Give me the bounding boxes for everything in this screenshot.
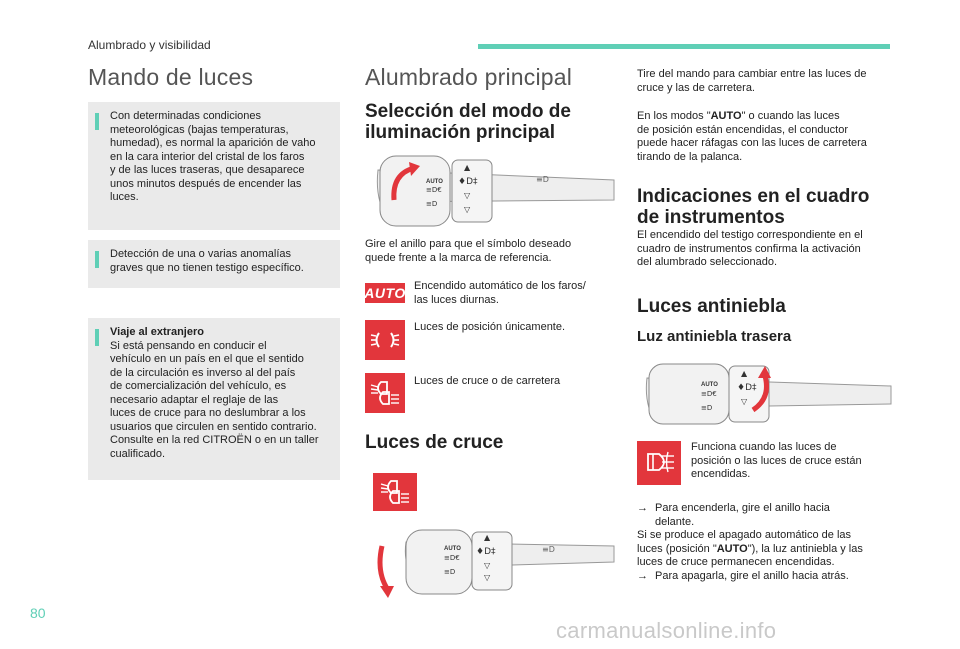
fog-lights-title: Luces antiniebla: [637, 296, 786, 317]
note-text: [110, 110, 334, 205]
line: Si se produce el apagado automático de las: [637, 529, 852, 541]
note-text: [110, 326, 334, 461]
section-title: Alumbrado principal: [365, 64, 573, 90]
line: Luces de cruce o de carretera: [414, 375, 561, 387]
line: luces de cruce para no deslumbrar a los: [110, 407, 306, 419]
svg-text:▲: ▲: [484, 533, 491, 542]
line: de comercialización del vehículo, es: [110, 380, 287, 392]
line: encendidas.: [691, 468, 751, 480]
line: vehículo en un país en el que el sentido: [110, 353, 304, 365]
header-accent-bar: [478, 44, 890, 49]
line: quede frente a la marca de referencia.: [365, 251, 552, 264]
line: cruce y las de carretera.: [637, 81, 755, 94]
line: Detección de una o varias anomalías: [110, 248, 291, 260]
note-travel-abroad: [88, 318, 340, 480]
line: puede hacer ráfagas con las luces de carretera: [637, 137, 867, 149]
svg-text:▽: ▽: [484, 561, 491, 570]
paragraph-switch-beams: [637, 68, 867, 95]
line: de instrumentos: [637, 207, 785, 228]
bullet-item: → Para encenderla, gire el anillo hacia: [637, 502, 830, 514]
stalk-auto-label: AUTO: [701, 382, 718, 388]
line: de la circulación es inverso al del país: [110, 366, 296, 379]
line: en la cara interior del cristal de los faros: [110, 150, 305, 163]
bullet-item: → Para apagarla, gire el anillo hacia atrás.: [637, 569, 849, 582]
indicators-title: [637, 186, 869, 228]
line: luces de cruce permanecen encendidas.: [637, 556, 835, 568]
svg-text:♦D‡: ♦D‡: [737, 383, 757, 393]
subsection-title: [365, 101, 571, 143]
line: Selección del modo de: [365, 101, 571, 122]
line: El encendido del testigo correspondiente en el: [637, 229, 863, 241]
mode-position-desc: [414, 321, 565, 335]
light-stalk-illustration: [366, 150, 616, 230]
line: Gire el anillo para que el símbolo deseado: [365, 238, 572, 250]
line: Funciona cuando las luces de: [691, 441, 837, 453]
note-title: Viaje al extranjero: [110, 326, 204, 338]
line: tirando de la palanca.: [637, 150, 743, 163]
stalk-auto-label: AUTO: [444, 546, 461, 552]
line: cualificado.: [110, 447, 166, 460]
line: de posición están encendidas, el conductor: [637, 123, 848, 136]
low-beam-stalk-illustration: [366, 520, 616, 600]
paragraph-fog-operation: [691, 441, 862, 482]
line: graves que no tienen testigo específico.: [110, 261, 304, 274]
svg-text:≡D: ≡D: [444, 568, 456, 576]
line: Consulte en la red CITROËN o en un taller: [110, 434, 319, 446]
arrow-bullet-icon: →: [637, 502, 648, 514]
info-marker: [95, 113, 99, 130]
svg-text:≡D: ≡D: [426, 200, 438, 208]
svg-text:▽: ▽: [741, 397, 748, 406]
svg-text:≡D: ≡D: [542, 545, 555, 554]
line: del alumbrado seleccionado.: [637, 256, 778, 268]
note-condensation: [88, 102, 340, 230]
svg-text:▽: ▽: [464, 205, 471, 214]
svg-text:▲: ▲: [741, 369, 748, 378]
info-marker: [95, 251, 99, 268]
line: las luces diurnas.: [414, 293, 499, 306]
section-header: Alumbrado y visibilidad: [88, 38, 211, 52]
rear-fog-title: Luz antiniebla trasera: [637, 328, 792, 345]
note-text: [110, 248, 334, 275]
line: iluminación principal: [365, 122, 556, 143]
line: cuadro de instrumentos confirma la activación: [637, 242, 861, 255]
line: y de las luces traseras, que desaparece: [110, 164, 305, 176]
svg-text:▽: ▽: [464, 191, 471, 200]
low-beam-title: Luces de cruce: [365, 432, 504, 453]
line: meteorológicas (bajas temperaturas,: [110, 123, 289, 136]
line: usuarios que circulen en sentido contrario.: [110, 420, 317, 433]
svg-text:♦D‡: ♦D‡: [458, 177, 478, 187]
line: unos minutos después de encender las: [110, 177, 302, 190]
note-anomalies: [88, 240, 340, 288]
line: En los modos "AUTO" o cuando las luces: [637, 110, 840, 122]
low-high-beam-icon: [373, 473, 417, 511]
line: humedad), es normal la aparición de vaho: [110, 137, 316, 149]
watermark: carmanualsonline.info: [556, 618, 777, 643]
mode-beam-desc: [414, 375, 560, 389]
line: posición o las luces de cruce están: [691, 454, 862, 467]
svg-text:≡D: ≡D: [536, 175, 549, 184]
svg-text:▽: ▽: [484, 573, 491, 582]
mode-instruction: [365, 238, 571, 265]
svg-text:≡D: ≡D: [701, 404, 713, 412]
arrow-bullet-icon: →: [637, 569, 648, 582]
svg-text:≡D€: ≡D€: [426, 186, 442, 194]
line: luces.: [110, 191, 139, 203]
info-marker: [95, 329, 99, 346]
stalk-auto-label: AUTO: [426, 179, 443, 185]
paragraph-fog-steps: [637, 502, 907, 583]
line: Luces de posición únicamente.: [414, 321, 566, 333]
svg-text:♦D‡: ♦D‡: [476, 547, 496, 557]
line: Si está pensando en conducir el: [110, 339, 267, 352]
auto-mode-icon: AUTO: [364, 285, 406, 301]
paragraph-flash: [637, 110, 867, 164]
paragraph-indicators: [637, 229, 863, 270]
line: Encendido automático de los faros/: [414, 280, 586, 292]
fog-stalk-illustration: [637, 358, 892, 430]
svg-text:≡D€: ≡D€: [444, 554, 460, 562]
line: Tire del mando para cambiar entre las luces de: [637, 68, 867, 80]
line: Indicaciones en el cuadro: [637, 186, 870, 207]
line: luces (posición "AUTO"), la luz antiniebla y las: [637, 542, 863, 555]
mode-auto-desc: [414, 280, 586, 307]
svg-text:≡D€: ≡D€: [701, 390, 717, 398]
line: Con determinadas condiciones: [110, 110, 262, 122]
position-lights-icon: [365, 320, 405, 360]
line: delante.: [655, 515, 695, 528]
svg-text:▲: ▲: [464, 163, 471, 172]
page-title: Mando de luces: [88, 64, 254, 90]
page-number: 80: [30, 605, 46, 621]
rear-fog-icon: [637, 441, 681, 485]
beam-lights-icon: [365, 373, 405, 413]
line: necesario adaptar el reglaje de las: [110, 393, 279, 406]
